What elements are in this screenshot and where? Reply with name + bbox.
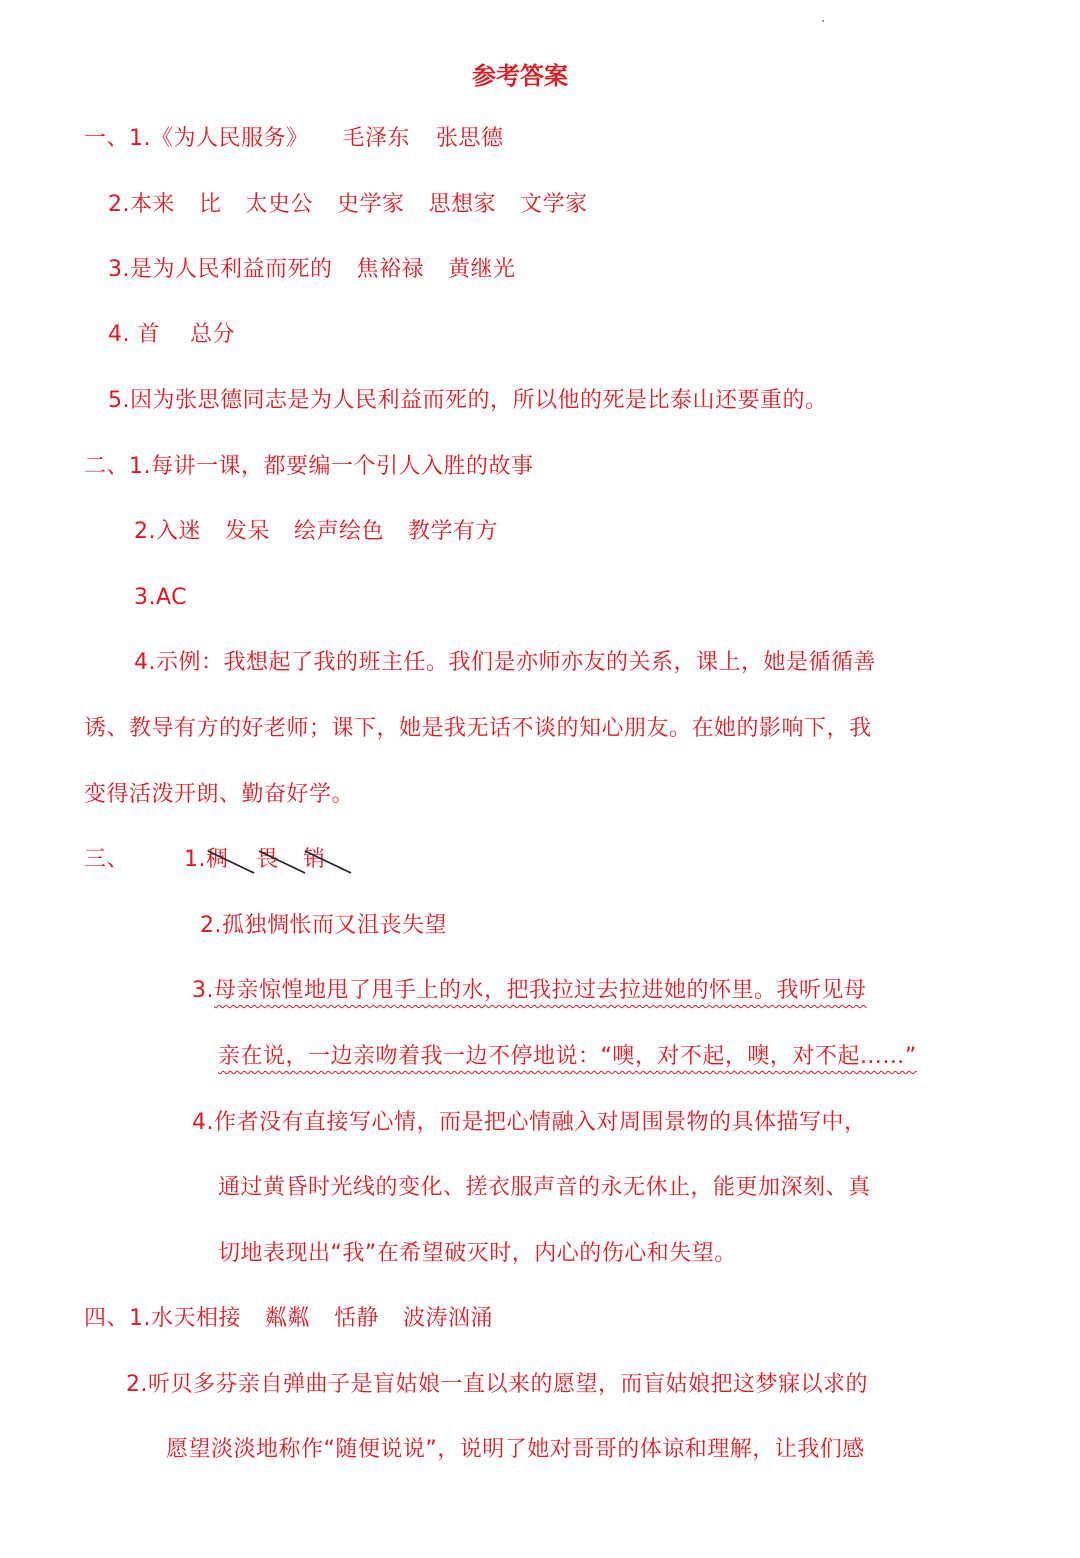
- s3-label: 三、: [84, 847, 130, 872]
- s2-line-4: 4.示例：我想起了我的班主任。我们是亦师亦友的关系，课上，她是循循善: [134, 650, 877, 675]
- s3-line-1: 1.稠 畏 销: [184, 845, 326, 875]
- s2-line-5: 诱、教导有方的好老师；课下，她是我无话不谈的知心朋友。在她的影响下，我: [84, 716, 872, 741]
- s1-line-1: 一、1.《为人民服务》 毛泽东 张思德: [84, 126, 504, 151]
- s1-line-3: 3.是为人民利益而死的 焦裕禄 黄继光: [108, 257, 516, 282]
- strike-mark-2: [257, 845, 309, 875]
- s1-line-4: 4. 首 总分: [108, 322, 236, 347]
- s2-line-2: 2.入迷 发呆 绘声绘色 教学有方: [134, 519, 499, 544]
- page-title: 参考答案: [472, 62, 568, 90]
- struck-char-2: 畏: [257, 845, 280, 875]
- strike-mark-1: [206, 845, 258, 875]
- s1-line-2: 2.本来 比 太史公 史学家 思想家 文学家: [108, 192, 588, 217]
- s4-line-1: 四、1.水天相接 粼粼 恬静 波涛汹涌: [84, 1306, 494, 1331]
- s1-line-5: 5.因为张思德同志是为人民利益而死的，所以他的死是比泰山还要重的。: [108, 388, 828, 413]
- s3-line-6: 通过黄昏时光线的变化、搓衣服声音的永无休止，能更加深刻、真: [218, 1175, 871, 1200]
- s3-line-5: 4.作者没有直接写心情，而是把心情融入对周围景物的具体描写中，: [192, 1110, 867, 1135]
- s3-line-7: 切地表现出“我”在希望破灭时，内心的伤心和失望。: [218, 1241, 737, 1266]
- corner-mark: [822, 20, 824, 22]
- struck-char-3: 销: [303, 845, 326, 875]
- s2-line-6: 变得活泼开朗、勤奋好学。: [84, 782, 355, 807]
- strike-mark-3: [303, 845, 355, 875]
- s4-line-2: 2.听贝多芬亲自弹曲子是盲姑娘一直以来的愿望，而盲姑娘把这梦寐以求的: [126, 1372, 869, 1397]
- s4-line-3: 愿望淡淡地称作“随便说说”，说明了她对哥哥的体谅和理解，让我们感: [166, 1437, 865, 1462]
- s3-line-2: 2.孤独惆怅而又沮丧失望: [200, 913, 448, 938]
- s3-line-3: 3.母亲惊惶地甩了甩手上的水，把我拉过去拉进她的怀里。我听见母: [192, 978, 867, 1003]
- s2-line-3: 3.AC: [134, 585, 188, 610]
- s2-line-1: 二、1.每讲一课，都要编一个引人入胜的故事: [84, 454, 534, 479]
- struck-char-1: 稠: [206, 845, 229, 875]
- s3-line-4: 亲在说，一边亲吻着我一边不停地说：“噢，对不起，噢，对不起……”: [218, 1044, 917, 1069]
